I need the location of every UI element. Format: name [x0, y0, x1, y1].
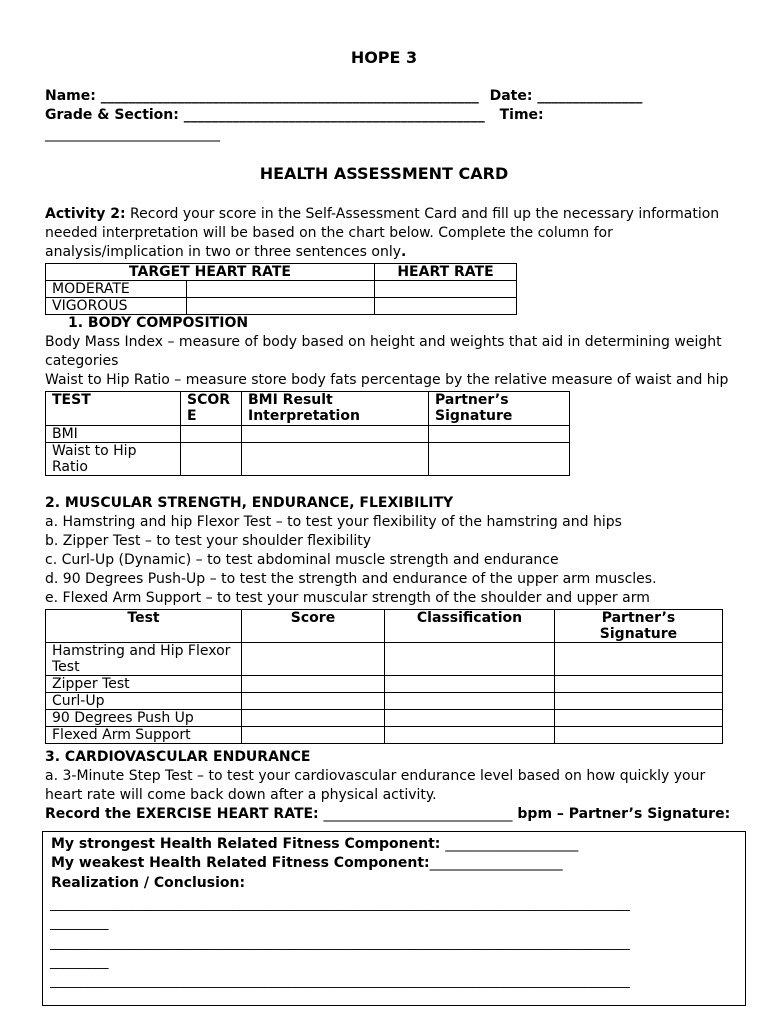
cell-bmi-interpretation[interactable]: [242, 426, 429, 443]
body-composition-heading: 1. BODY COMPOSITION: [68, 315, 249, 331]
row-label-hamstring: Hamstring and Hip Flexor Test: [46, 643, 242, 676]
strongest-label: My strongest Health Related Fitness Component:: [51, 836, 441, 852]
bmi-definition-1: Body Mass Index – measure of body based on height and weights that aid in determining weight: [45, 334, 722, 350]
table-row: [46, 676, 723, 693]
cardio-heading: 3. CARDIOVASCULAR ENDURANCE: [45, 749, 311, 765]
conclusion-line-4[interactable]: _________: [50, 955, 109, 970]
activity-text-3: analysis/implication in two or three sentences only: [45, 244, 401, 260]
header-partner-signature: Partner’s Signature: [429, 392, 570, 426]
cell-curl-up-classification[interactable]: [385, 693, 555, 710]
muscular-item-c: c. Curl-Up (Dynamic) – to test abdominal muscle strength and endurance: [45, 552, 559, 568]
grade-label: Grade & Section:: [45, 107, 179, 123]
activity-period: .: [401, 244, 407, 260]
cell-vigorous-target[interactable]: [187, 298, 375, 315]
row-label-zipper: Zipper Test: [46, 676, 242, 693]
grade-line: [45, 106, 544, 125]
document-title: HOPE 3: [350, 48, 418, 67]
cell-whr-signature[interactable]: [429, 443, 570, 476]
row-label-push-up: 90 Degrees Push Up: [46, 710, 242, 727]
table-row: [46, 443, 570, 476]
row-label-waist-to-hip: Waist to Hip Ratio: [46, 443, 181, 476]
cell-flexed-arm-signature[interactable]: [555, 727, 723, 744]
cell-curl-up-score[interactable]: [242, 693, 385, 710]
header-partner-signature: Partner’s Signature: [555, 610, 723, 643]
activity-line-2: needed interpretation will be based on the chart below. Complete the column for: [45, 225, 613, 241]
header-bmi-interpretation: BMI Result Interpretation: [242, 392, 429, 426]
cell-bmi-signature[interactable]: [429, 426, 570, 443]
grade-field[interactable]: ___________________________________________: [183, 107, 485, 123]
muscular-item-b: b. Zipper Test – to test your shoulder flexibility: [45, 533, 371, 549]
name-line: [45, 87, 642, 106]
table-row: [46, 426, 570, 443]
cell-push-up-score[interactable]: [242, 710, 385, 727]
table-row: [46, 281, 517, 298]
table-row: [46, 727, 723, 744]
table-row: [46, 693, 723, 710]
cell-flexed-arm-classification[interactable]: [385, 727, 555, 744]
header-score: SCOR E: [181, 392, 242, 426]
cardio-item-a-1: a. 3-Minute Step Test – to test your cardiovascular endurance level based on how quickly your: [45, 768, 706, 784]
conclusion-line-1[interactable]: ____________________________________________________________________________________________: [50, 897, 630, 912]
cell-hamstring-signature[interactable]: [555, 643, 723, 676]
activity-text-1: Record your score in the Self-Assessment Card and fill up the necessary information: [130, 206, 720, 222]
header-heart-rate: HEART RATE: [375, 264, 517, 281]
strongest-field[interactable]: ___________________: [445, 836, 579, 852]
cell-push-up-classification[interactable]: [385, 710, 555, 727]
exercise-heart-rate-line: [45, 805, 730, 824]
header-classification: Classification: [385, 610, 555, 643]
date-label: Date:: [489, 88, 533, 104]
activity-line-3: [45, 243, 406, 262]
header-score: Score: [242, 610, 385, 643]
name-label: Name:: [45, 88, 96, 104]
cell-hamstring-score[interactable]: [242, 643, 385, 676]
header-test: TEST: [46, 392, 181, 426]
card-title: HEALTH ASSESSMENT CARD: [259, 164, 509, 183]
activity-label: Activity 2:: [45, 206, 126, 222]
cardio-item-a-2: heart rate will come back down after a physical activity.: [45, 787, 437, 803]
cell-curl-up-signature[interactable]: [555, 693, 723, 710]
muscular-heading: 2. MUSCULAR STRENGTH, ENDURANCE, FLEXIBILITY: [45, 495, 454, 511]
header-test: Test: [46, 610, 242, 643]
table-row: [46, 643, 723, 676]
body-composition-table: [45, 391, 570, 476]
activity-line-1: [45, 205, 719, 224]
table-row: [46, 610, 723, 643]
header-target-heart-rate: TARGET HEART RATE: [46, 264, 375, 281]
conclusion-line-6[interactable]: ____________________________________________________________________________________________: [50, 992, 630, 1007]
weakest-label: My weakest Health Related Fitness Component:: [51, 855, 430, 871]
conclusion-line-3[interactable]: ____________________________________________________________________________________________: [50, 936, 630, 951]
row-label-flexed-arm: Flexed Arm Support: [46, 727, 242, 744]
bpm-signature-label: bpm – Partner’s Signature:: [517, 806, 731, 822]
cell-zipper-signature[interactable]: [555, 676, 723, 693]
cell-vigorous-heart-rate[interactable]: [375, 298, 517, 315]
cell-moderate-heart-rate[interactable]: [375, 281, 517, 298]
exercise-heart-rate-field[interactable]: ___________________________: [323, 806, 513, 822]
row-label-moderate: MODERATE: [46, 281, 187, 298]
time-label: Time:: [499, 107, 544, 123]
conclusion-line-2[interactable]: _________: [50, 916, 109, 931]
strongest-line: [51, 835, 578, 854]
weakest-line: [51, 854, 563, 873]
table-row: [46, 298, 517, 315]
muscular-item-a: a. Hamstring and hip Flexor Test – to test your flexibility of the hamstring and hips: [45, 514, 622, 530]
conclusion-label: Realization / Conclusion:: [51, 875, 246, 891]
cell-whr-score[interactable]: [181, 443, 242, 476]
muscular-table: [45, 609, 723, 744]
cell-zipper-classification[interactable]: [385, 676, 555, 693]
whr-definition: Waist to Hip Ratio – measure store body fats percentage by the relative measure of waist and hip: [45, 372, 729, 388]
weakest-field[interactable]: ___________________: [429, 855, 563, 871]
cell-hamstring-classification[interactable]: [385, 643, 555, 676]
heart-rate-table: [45, 263, 517, 315]
cell-zipper-score[interactable]: [242, 676, 385, 693]
date-field[interactable]: _______________: [537, 88, 643, 104]
cell-moderate-target[interactable]: [187, 281, 375, 298]
cell-push-up-signature[interactable]: [555, 710, 723, 727]
name-field[interactable]: ______________________________________________________: [100, 88, 479, 104]
row-label-curl-up: Curl-Up: [46, 693, 242, 710]
row-label-vigorous: VIGOROUS: [46, 298, 187, 315]
cell-flexed-arm-score[interactable]: [242, 727, 385, 744]
cell-whr-interpretation[interactable]: [242, 443, 429, 476]
table-row: [46, 710, 723, 727]
row-label-bmi: BMI: [46, 426, 181, 443]
exercise-heart-rate-label: Record the EXERCISE HEART RATE:: [45, 806, 319, 822]
muscular-item-e: e. Flexed Arm Support – to test your muscular strength of the shoulder and upper arm: [45, 590, 650, 606]
table-row: [46, 392, 570, 426]
conclusion-line-5[interactable]: ____________________________________________________________________________________________: [50, 974, 630, 989]
cell-bmi-score[interactable]: [181, 426, 242, 443]
muscular-item-d: d. 90 Degrees Push-Up – to test the strength and endurance of the upper arm muscles.: [45, 571, 657, 587]
table-row: [46, 264, 517, 281]
time-field[interactable]: _________________________: [45, 126, 220, 142]
bmi-definition-2: categories: [45, 353, 119, 369]
